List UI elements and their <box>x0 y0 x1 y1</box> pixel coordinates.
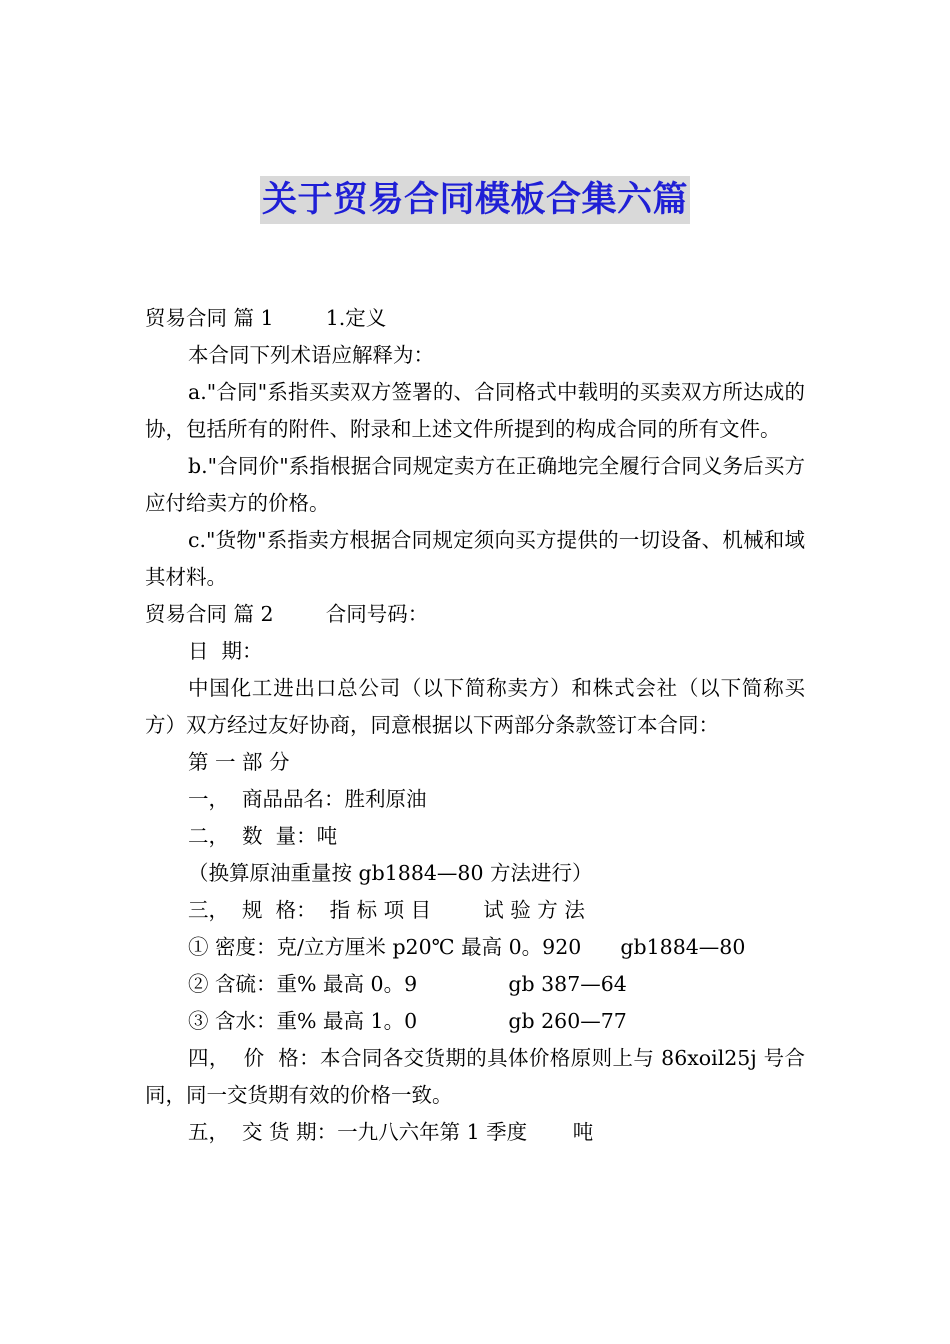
paragraph: 二， 数 量：吨 <box>188 824 338 848</box>
paragraph: 日 期： <box>188 639 263 663</box>
paragraph: 三， 规 格： 指 标 项 目 试 验 方 法 <box>188 898 585 922</box>
paragraph: ② 含硫：重% 最高 0。9 gb 387—64 <box>188 972 627 996</box>
paragraph: ③ 含水：重% 最高 1。0 gb 260—77 <box>188 1009 627 1033</box>
paragraph: （换算原油重量按 gb1884—80 方法进行） <box>188 861 593 885</box>
paragraph: b."合同价"系指根据合同规定卖方在正确地完全履行合同义务后买方应付给卖方的价格。 <box>145 454 805 515</box>
paragraph: 中国化工进出口总公司（以下简称卖方）和株式会社（以下简称买方）双方经过友好协商，同意根据以下两部分条款签订本合同： <box>145 676 805 737</box>
paragraph: ① 密度：克/立方厘米 p20℃ 最高 0。920 gb1884—80 <box>188 935 746 959</box>
paragraph: c."货物"系指卖方根据合同规定须向买方提供的一切设备、机械和域其材料。 <box>145 528 805 589</box>
document-body <box>145 300 805 1151</box>
paragraph: 五， 交 货 期：一九八六年第 1 季度 吨 <box>188 1120 594 1144</box>
document-title: 关于贸易合同模板合集六篇 <box>260 176 690 224</box>
paragraph: 贸易合同 篇 2 合同号码： <box>145 602 429 626</box>
paragraph: 一， 商品品名：胜利原油 <box>188 787 427 811</box>
paragraph: 第 一 部 分 <box>188 750 290 774</box>
paragraph: 本合同下列术语应解释为： <box>188 343 434 367</box>
title-wrap <box>0 176 950 224</box>
paragraph: 四， 价 格：本合同各交货期的具体价格原则上与 86xoil25j 号合同，同一交货期有效的价格一致。 <box>145 1046 805 1107</box>
paragraph: a."合同"系指买卖双方签署的、合同格式中载明的买卖双方所达成的协，包括所有的附件、附录和上述文件所提到的构成合同的所有文件。 <box>145 380 805 441</box>
paragraph: 贸易合同 篇 1 1.定义 <box>145 306 387 330</box>
